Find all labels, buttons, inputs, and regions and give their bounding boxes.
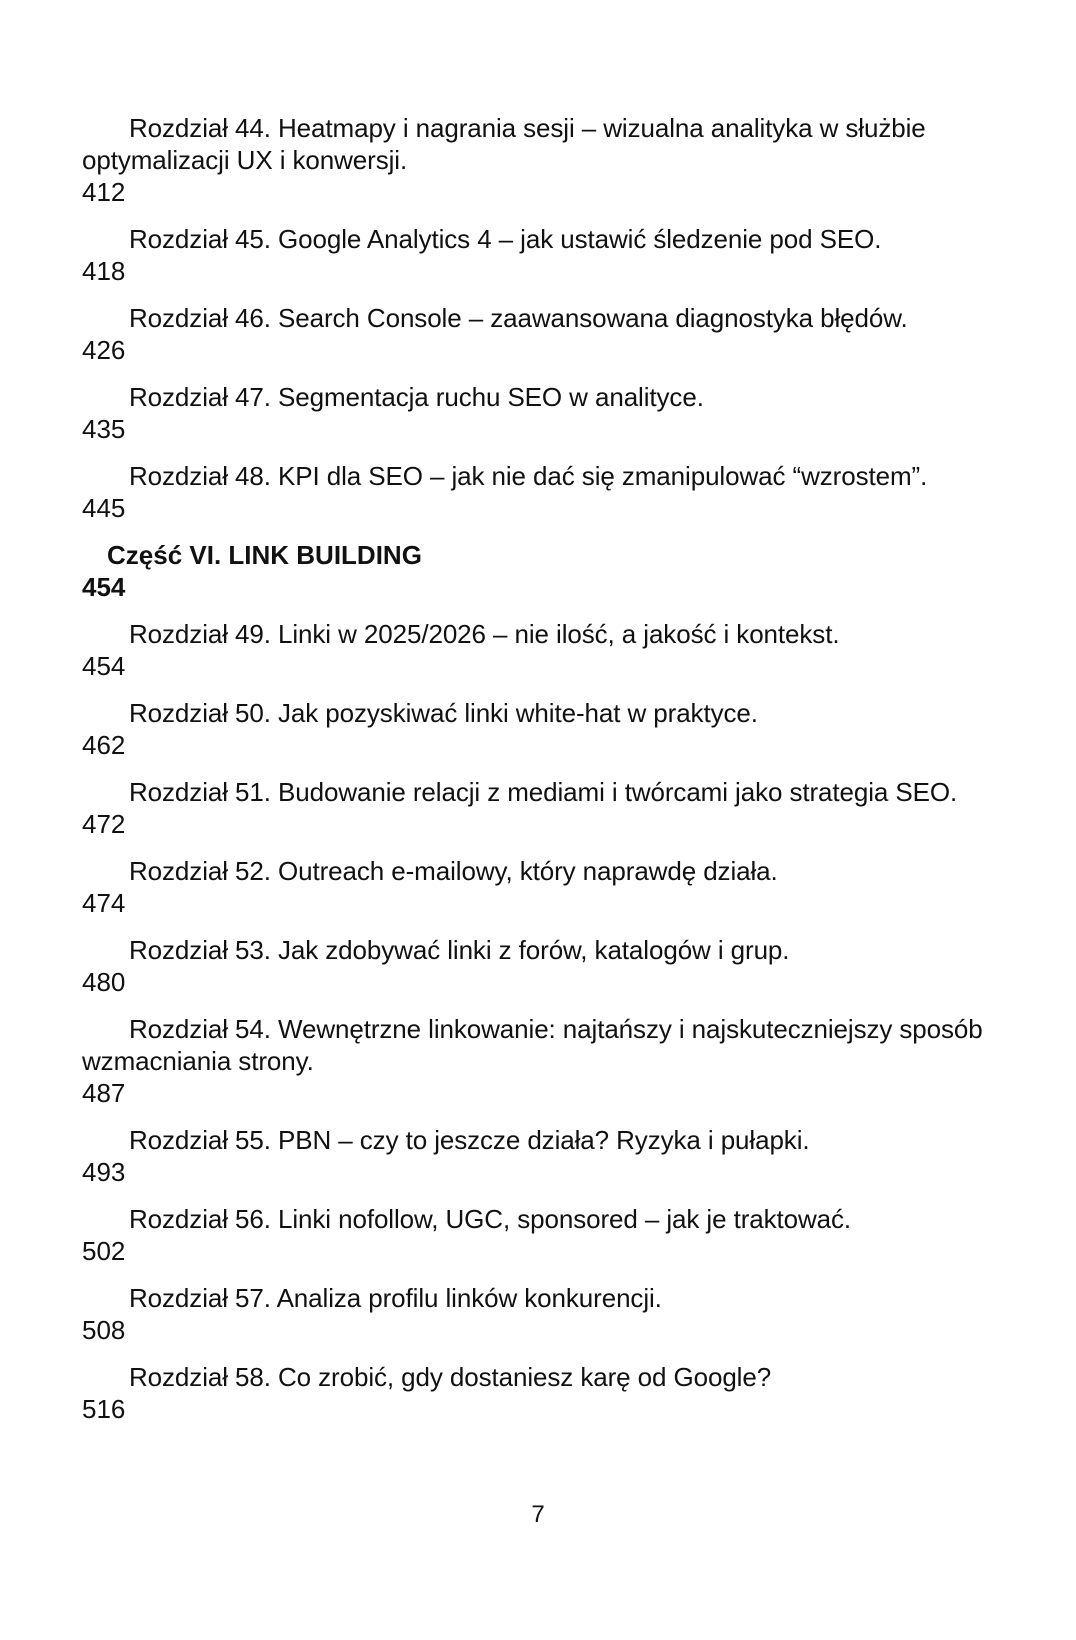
toc-entry-chapter-58[interactable] [82,1361,992,1425]
toc-entry-chapter-55[interactable] [82,1124,992,1188]
toc-entry-chapter-56[interactable] [82,1203,992,1267]
chapter-title: Rozdział 50. Jak pozyskiwać linki white-hat w praktyce. [129,698,758,728]
chapter-title: Rozdział 55. PBN – czy to jeszcze działa? Ryzyka i pułapki. [129,1125,810,1155]
page-footer-number: 7 [531,1501,545,1528]
chapter-page-number: 462 [82,730,126,760]
chapter-title: Rozdział 51. Budowanie relacji z mediami i twórcami jako strategia SEO. [129,777,958,807]
chapter-title: Rozdział 44. Heatmapy i nagrania sesji – wizualna analityka w służbie optymalizacji UX i konwersji. [82,113,926,175]
chapter-title: Rozdział 57. Analiza profilu linków konkurencji. [129,1283,662,1313]
toc-entry-chapter-52[interactable] [82,855,992,919]
chapter-page-number: 454 [82,651,126,681]
chapter-page-number: 508 [82,1315,126,1345]
chapter-page-number: 472 [82,809,126,839]
chapter-title: Rozdział 48. KPI dla SEO – jak nie dać się zmanipulować “wzrostem”. [129,461,928,491]
chapter-title: Rozdział 52. Outreach e-mailowy, który naprawdę działa. [129,856,778,886]
chapter-page-number: 435 [82,414,126,444]
chapter-page-number: 516 [82,1394,126,1424]
toc-entry-chapter-57[interactable] [82,1282,992,1346]
chapter-page-number: 412 [82,177,126,207]
chapter-page-number: 502 [82,1236,126,1266]
chapter-page-number: 493 [82,1157,126,1187]
part-page-number: 454 [82,572,126,602]
toc-entry-chapter-46[interactable] [82,302,992,366]
chapter-title: Rozdział 58. Co zrobić, gdy dostaniesz karę od Google? [129,1362,772,1392]
toc-entry-chapter-54[interactable] [82,1013,992,1109]
table-of-contents [82,112,992,1440]
chapter-title: Rozdział 47. Segmentacja ruchu SEO w analityce. [129,382,704,412]
toc-entry-chapter-51[interactable] [82,776,992,840]
toc-entry-chapter-45[interactable] [82,223,992,287]
chapter-page-number: 426 [82,335,126,365]
chapter-page-number: 480 [82,967,126,997]
toc-entry-chapter-44[interactable] [82,112,992,208]
chapter-page-number: 418 [82,256,126,286]
toc-entry-chapter-50[interactable] [82,697,992,761]
chapter-title: Rozdział 49. Linki w 2025/2026 – nie ilość, a jakość i kontekst. [129,619,840,649]
chapter-page-number: 474 [82,888,126,918]
chapter-title: Rozdział 45. Google Analytics 4 – jak ustawić śledzenie pod SEO. [129,224,882,254]
toc-entry-chapter-53[interactable] [82,934,992,998]
toc-entry-chapter-48[interactable] [82,460,992,524]
chapter-title: Rozdział 54. Wewnętrzne linkowanie: najtańszy i najskuteczniejszy sposób wzmacniania strony. [82,1014,983,1076]
chapter-title: Rozdział 56. Linki nofollow, UGC, sponsored – jak je traktować. [129,1204,852,1234]
toc-entry-part-vi[interactable] [82,539,992,603]
chapter-title: Rozdział 53. Jak zdobywać linki z forów, katalogów i grup. [129,935,790,965]
part-title: Część VI. LINK BUILDING [107,540,422,570]
chapter-title: Rozdział 46. Search Console – zaawansowana diagnostyka błędów. [129,303,908,333]
chapter-page-number: 445 [82,493,126,523]
toc-entry-chapter-47[interactable] [82,381,992,445]
toc-entry-chapter-49[interactable] [82,618,992,682]
chapter-page-number: 487 [82,1078,126,1108]
